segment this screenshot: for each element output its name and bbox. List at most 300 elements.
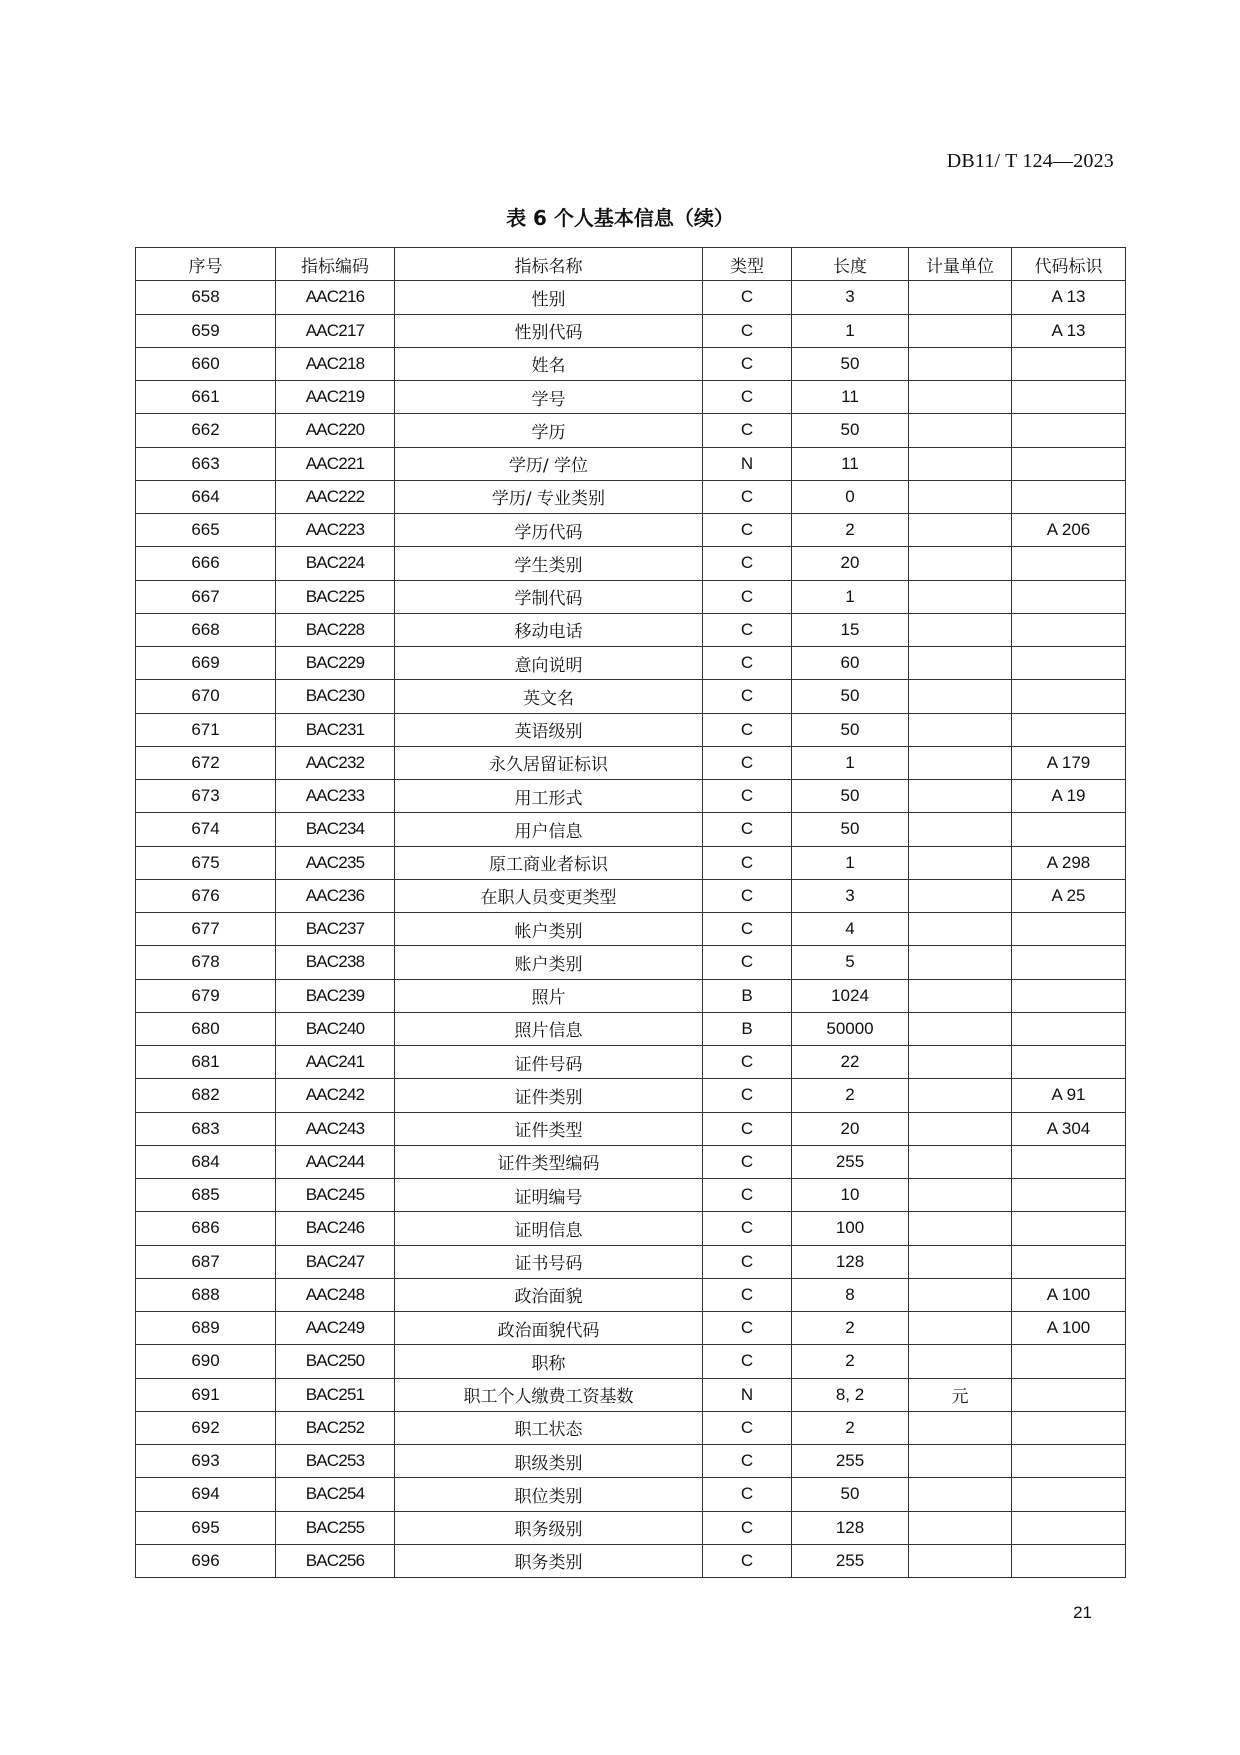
length-cell: 1 — [792, 580, 909, 613]
type-cell: C — [703, 381, 792, 414]
name-cell: 移动电话 — [395, 613, 703, 646]
code-cell: BAC225 — [276, 580, 395, 613]
name-cell: 学历代码 — [395, 514, 703, 547]
code-cell: BAC234 — [276, 813, 395, 846]
table-body — [136, 281, 1126, 1578]
seq-cell: 673 — [136, 780, 276, 813]
code-cell: AAC243 — [276, 1112, 395, 1145]
code-id-cell — [1012, 647, 1126, 680]
unit-cell — [909, 1345, 1012, 1378]
table-row — [136, 547, 1126, 580]
seq-cell: 666 — [136, 547, 276, 580]
code-cell: BAC251 — [276, 1378, 395, 1411]
code-cell: BAC229 — [276, 647, 395, 680]
code-id-cell: A 91 — [1012, 1079, 1126, 1112]
type-cell: C — [703, 647, 792, 680]
name-cell: 职工个人缴费工资基数 — [395, 1378, 703, 1411]
unit-cell — [909, 1511, 1012, 1544]
type-cell: C — [703, 713, 792, 746]
unit-cell — [909, 1245, 1012, 1278]
code-id-cell — [1012, 1478, 1126, 1511]
length-cell: 8, 2 — [792, 1378, 909, 1411]
code-id-cell — [1012, 813, 1126, 846]
code-id-cell — [1012, 480, 1126, 513]
length-cell: 2 — [792, 1345, 909, 1378]
unit-cell — [909, 1145, 1012, 1178]
unit-cell — [909, 314, 1012, 347]
seq-cell: 691 — [136, 1378, 276, 1411]
table-row — [136, 813, 1126, 846]
seq-cell: 692 — [136, 1411, 276, 1444]
unit-cell — [909, 414, 1012, 447]
seq-cell: 678 — [136, 946, 276, 979]
name-cell: 职级类别 — [395, 1445, 703, 1478]
length-cell: 20 — [792, 547, 909, 580]
code-id-cell: A 179 — [1012, 746, 1126, 779]
seq-cell: 694 — [136, 1478, 276, 1511]
table-row — [136, 1312, 1126, 1345]
column-header-code-id: 代码标识 — [1012, 248, 1126, 281]
length-cell: 3 — [792, 879, 909, 912]
type-cell: C — [703, 314, 792, 347]
type-cell: C — [703, 480, 792, 513]
code-cell: AAC232 — [276, 746, 395, 779]
unit-cell — [909, 1079, 1012, 1112]
code-id-cell: A 19 — [1012, 780, 1126, 813]
table-row — [136, 647, 1126, 680]
type-cell: B — [703, 1012, 792, 1045]
seq-cell: 696 — [136, 1544, 276, 1577]
unit-cell — [909, 281, 1012, 314]
unit-cell — [909, 1278, 1012, 1311]
code-id-cell — [1012, 713, 1126, 746]
code-cell: AAC248 — [276, 1278, 395, 1311]
type-cell: C — [703, 580, 792, 613]
code-id-cell: A 206 — [1012, 514, 1126, 547]
length-cell: 10 — [792, 1179, 909, 1212]
type-cell: C — [703, 780, 792, 813]
seq-cell: 665 — [136, 514, 276, 547]
code-cell: AAC233 — [276, 780, 395, 813]
column-header-name: 指标名称 — [395, 248, 703, 281]
length-cell: 50 — [792, 347, 909, 380]
unit-cell — [909, 1012, 1012, 1045]
name-cell: 证件类型 — [395, 1112, 703, 1145]
length-cell: 1 — [792, 746, 909, 779]
table-row — [136, 1079, 1126, 1112]
type-cell: C — [703, 1145, 792, 1178]
code-id-cell — [1012, 1179, 1126, 1212]
code-id-cell — [1012, 547, 1126, 580]
unit-cell — [909, 780, 1012, 813]
name-cell: 学制代码 — [395, 580, 703, 613]
code-cell: BAC230 — [276, 680, 395, 713]
length-cell: 15 — [792, 613, 909, 646]
code-cell: AAC220 — [276, 414, 395, 447]
code-cell: AAC235 — [276, 846, 395, 879]
unit-cell — [909, 580, 1012, 613]
name-cell: 性别代码 — [395, 314, 703, 347]
table-row — [136, 1478, 1126, 1511]
code-cell: AAC244 — [276, 1145, 395, 1178]
code-id-cell: A 100 — [1012, 1278, 1126, 1311]
document-code: DB11/ T 124—2023 — [946, 150, 1114, 172]
seq-cell: 687 — [136, 1245, 276, 1278]
unit-cell — [909, 946, 1012, 979]
table-row — [136, 946, 1126, 979]
length-cell: 22 — [792, 1046, 909, 1079]
code-id-cell — [1012, 680, 1126, 713]
code-cell: AAC219 — [276, 381, 395, 414]
name-cell: 证明编号 — [395, 1179, 703, 1212]
unit-cell — [909, 879, 1012, 912]
type-cell: C — [703, 1312, 792, 1345]
code-cell: BAC237 — [276, 913, 395, 946]
table-row — [136, 879, 1126, 912]
type-cell: C — [703, 1046, 792, 1079]
seq-cell: 681 — [136, 1046, 276, 1079]
code-id-cell — [1012, 414, 1126, 447]
unit-cell — [909, 1046, 1012, 1079]
unit-cell — [909, 846, 1012, 879]
length-cell: 0 — [792, 480, 909, 513]
length-cell: 2 — [792, 1079, 909, 1112]
type-cell: C — [703, 879, 792, 912]
type-cell: C — [703, 1278, 792, 1311]
code-cell: BAC240 — [276, 1012, 395, 1045]
seq-cell: 659 — [136, 314, 276, 347]
code-id-cell — [1012, 1544, 1126, 1577]
name-cell: 照片 — [395, 979, 703, 1012]
type-cell: C — [703, 281, 792, 314]
code-cell: BAC252 — [276, 1411, 395, 1444]
type-cell: C — [703, 1511, 792, 1544]
unit-cell — [909, 1478, 1012, 1511]
code-cell: AAC236 — [276, 879, 395, 912]
seq-cell: 671 — [136, 713, 276, 746]
table-row — [136, 1445, 1126, 1478]
unit-cell — [909, 680, 1012, 713]
type-cell: C — [703, 913, 792, 946]
seq-cell: 668 — [136, 613, 276, 646]
name-cell: 意向说明 — [395, 647, 703, 680]
type-cell: C — [703, 946, 792, 979]
type-cell: C — [703, 414, 792, 447]
seq-cell: 663 — [136, 447, 276, 480]
seq-cell: 686 — [136, 1212, 276, 1245]
type-cell: C — [703, 1112, 792, 1145]
table-row — [136, 1411, 1126, 1444]
name-cell: 照片信息 — [395, 1012, 703, 1045]
unit-cell — [909, 613, 1012, 646]
table-row — [136, 1046, 1126, 1079]
type-cell: C — [703, 547, 792, 580]
code-cell: BAC238 — [276, 946, 395, 979]
type-cell: C — [703, 1212, 792, 1245]
length-cell: 50 — [792, 713, 909, 746]
table-row — [136, 447, 1126, 480]
table-row — [136, 347, 1126, 380]
code-id-cell — [1012, 447, 1126, 480]
table-row — [136, 414, 1126, 447]
length-cell: 255 — [792, 1145, 909, 1178]
code-id-cell — [1012, 580, 1126, 613]
code-id-cell — [1012, 979, 1126, 1012]
length-cell: 11 — [792, 447, 909, 480]
seq-cell: 662 — [136, 414, 276, 447]
unit-cell — [909, 514, 1012, 547]
type-cell: C — [703, 746, 792, 779]
code-id-cell — [1012, 1411, 1126, 1444]
seq-cell: 685 — [136, 1179, 276, 1212]
code-cell: BAC256 — [276, 1544, 395, 1577]
name-cell: 政治面貌 — [395, 1278, 703, 1311]
code-id-cell: A 304 — [1012, 1112, 1126, 1145]
code-cell: BAC255 — [276, 1511, 395, 1544]
length-cell: 128 — [792, 1511, 909, 1544]
type-cell: C — [703, 1544, 792, 1577]
name-cell: 英语级别 — [395, 713, 703, 746]
type-cell: C — [703, 813, 792, 846]
code-cell: BAC245 — [276, 1179, 395, 1212]
seq-cell: 689 — [136, 1312, 276, 1345]
unit-cell — [909, 347, 1012, 380]
name-cell: 职称 — [395, 1345, 703, 1378]
seq-cell: 695 — [136, 1511, 276, 1544]
name-cell: 原工商业者标识 — [395, 846, 703, 879]
table-row — [136, 613, 1126, 646]
name-cell: 学号 — [395, 381, 703, 414]
length-cell: 50 — [792, 813, 909, 846]
code-id-cell: A 298 — [1012, 846, 1126, 879]
length-cell: 2 — [792, 1312, 909, 1345]
code-cell: AAC216 — [276, 281, 395, 314]
column-header-type: 类型 — [703, 248, 792, 281]
type-cell: C — [703, 1079, 792, 1112]
table-row — [136, 1345, 1126, 1378]
type-cell: C — [703, 347, 792, 380]
seq-cell: 682 — [136, 1079, 276, 1112]
length-cell: 11 — [792, 381, 909, 414]
code-cell: BAC246 — [276, 1212, 395, 1245]
table-row — [136, 1278, 1126, 1311]
table-row — [136, 1112, 1126, 1145]
name-cell: 学历/ 学位 — [395, 447, 703, 480]
unit-cell — [909, 1445, 1012, 1478]
type-cell: C — [703, 1345, 792, 1378]
unit-cell — [909, 813, 1012, 846]
type-cell: C — [703, 1445, 792, 1478]
code-id-cell — [1012, 347, 1126, 380]
seq-cell: 675 — [136, 846, 276, 879]
name-cell: 永久居留证标识 — [395, 746, 703, 779]
page-number: 21 — [1073, 1603, 1092, 1622]
seq-cell: 679 — [136, 979, 276, 1012]
length-cell: 50 — [792, 414, 909, 447]
unit-cell — [909, 381, 1012, 414]
length-cell: 128 — [792, 1245, 909, 1278]
seq-cell: 661 — [136, 381, 276, 414]
unit-cell — [909, 1312, 1012, 1345]
code-id-cell — [1012, 1511, 1126, 1544]
name-cell: 账户类别 — [395, 946, 703, 979]
column-header-unit: 计量单位 — [909, 248, 1012, 281]
unit-cell — [909, 713, 1012, 746]
type-cell: B — [703, 979, 792, 1012]
code-id-cell — [1012, 1378, 1126, 1411]
code-id-cell — [1012, 1012, 1126, 1045]
name-cell: 在职人员变更类型 — [395, 879, 703, 912]
unit-cell — [909, 913, 1012, 946]
type-cell: C — [703, 680, 792, 713]
name-cell: 职位类别 — [395, 1478, 703, 1511]
name-cell: 用户信息 — [395, 813, 703, 846]
code-cell: BAC250 — [276, 1345, 395, 1378]
seq-cell: 688 — [136, 1278, 276, 1311]
table-title: 表 6 个人基本信息（续） — [506, 206, 734, 230]
length-cell: 50 — [792, 680, 909, 713]
length-cell: 1 — [792, 846, 909, 879]
unit-cell — [909, 1544, 1012, 1577]
name-cell: 学历 — [395, 414, 703, 447]
data-table — [135, 247, 1126, 1578]
column-header-code: 指标编码 — [276, 248, 395, 281]
length-cell: 50 — [792, 780, 909, 813]
code-id-cell — [1012, 1212, 1126, 1245]
seq-cell: 672 — [136, 746, 276, 779]
column-header-seq: 序号 — [136, 248, 276, 281]
name-cell: 证件类型编码 — [395, 1145, 703, 1178]
type-cell: C — [703, 613, 792, 646]
seq-cell: 674 — [136, 813, 276, 846]
code-cell: BAC228 — [276, 613, 395, 646]
table-row — [136, 1245, 1126, 1278]
name-cell: 证书号码 — [395, 1245, 703, 1278]
table-row — [136, 1212, 1126, 1245]
code-id-cell: A 13 — [1012, 281, 1126, 314]
type-cell: C — [703, 846, 792, 879]
table-row — [136, 713, 1126, 746]
seq-cell: 670 — [136, 680, 276, 713]
code-id-cell — [1012, 613, 1126, 646]
table-row — [136, 381, 1126, 414]
seq-cell: 683 — [136, 1112, 276, 1145]
code-id-cell — [1012, 381, 1126, 414]
length-cell: 3 — [792, 281, 909, 314]
code-id-cell: A 100 — [1012, 1312, 1126, 1345]
name-cell: 学历/ 专业类别 — [395, 480, 703, 513]
length-cell: 255 — [792, 1544, 909, 1577]
table-row — [136, 314, 1126, 347]
code-id-cell — [1012, 1245, 1126, 1278]
table-row — [136, 1145, 1126, 1178]
length-cell: 255 — [792, 1445, 909, 1478]
length-cell: 60 — [792, 647, 909, 680]
type-cell: N — [703, 1378, 792, 1411]
table-row — [136, 281, 1126, 314]
table-row — [136, 514, 1126, 547]
table-row — [136, 1378, 1126, 1411]
code-id-cell: A 25 — [1012, 879, 1126, 912]
seq-cell: 684 — [136, 1145, 276, 1178]
unit-cell — [909, 447, 1012, 480]
code-id-cell — [1012, 1345, 1126, 1378]
code-cell: AAC242 — [276, 1079, 395, 1112]
seq-cell: 677 — [136, 913, 276, 946]
length-cell: 50 — [792, 1478, 909, 1511]
code-cell: AAC222 — [276, 480, 395, 513]
name-cell: 姓名 — [395, 347, 703, 380]
unit-cell — [909, 647, 1012, 680]
code-id-cell — [1012, 913, 1126, 946]
name-cell: 帐户类别 — [395, 913, 703, 946]
type-cell: C — [703, 514, 792, 547]
code-cell: AAC217 — [276, 314, 395, 347]
code-cell: AAC249 — [276, 1312, 395, 1345]
length-cell: 1024 — [792, 979, 909, 1012]
code-id-cell — [1012, 1445, 1126, 1478]
name-cell: 证件号码 — [395, 1046, 703, 1079]
length-cell: 20 — [792, 1112, 909, 1145]
code-cell: AAC223 — [276, 514, 395, 547]
seq-cell: 658 — [136, 281, 276, 314]
unit-cell — [909, 1212, 1012, 1245]
type-cell: N — [703, 447, 792, 480]
name-cell: 用工形式 — [395, 780, 703, 813]
code-cell: AAC221 — [276, 447, 395, 480]
seq-cell: 667 — [136, 580, 276, 613]
table-row — [136, 846, 1126, 879]
unit-cell — [909, 480, 1012, 513]
name-cell: 学生类别 — [395, 547, 703, 580]
length-cell: 100 — [792, 1212, 909, 1245]
code-id-cell — [1012, 1145, 1126, 1178]
seq-cell: 660 — [136, 347, 276, 380]
unit-cell: 元 — [909, 1378, 1012, 1411]
type-cell: C — [703, 1245, 792, 1278]
seq-cell: 693 — [136, 1445, 276, 1478]
name-cell: 职工状态 — [395, 1411, 703, 1444]
length-cell: 8 — [792, 1278, 909, 1311]
unit-cell — [909, 746, 1012, 779]
seq-cell: 676 — [136, 879, 276, 912]
length-cell: 2 — [792, 514, 909, 547]
length-cell: 4 — [792, 913, 909, 946]
type-cell: C — [703, 1179, 792, 1212]
name-cell: 证明信息 — [395, 1212, 703, 1245]
length-cell: 50000 — [792, 1012, 909, 1045]
table-row — [136, 1179, 1126, 1212]
code-cell: AAC241 — [276, 1046, 395, 1079]
unit-cell — [909, 1112, 1012, 1145]
code-id-cell — [1012, 1046, 1126, 1079]
unit-cell — [909, 979, 1012, 1012]
name-cell: 职务类别 — [395, 1544, 703, 1577]
type-cell: C — [703, 1478, 792, 1511]
table-row — [136, 1511, 1126, 1544]
table-row — [136, 746, 1126, 779]
code-cell: BAC253 — [276, 1445, 395, 1478]
seq-cell: 690 — [136, 1345, 276, 1378]
unit-cell — [909, 547, 1012, 580]
table-row — [136, 913, 1126, 946]
table-row — [136, 780, 1126, 813]
table-row — [136, 979, 1126, 1012]
length-cell: 2 — [792, 1411, 909, 1444]
type-cell: C — [703, 1411, 792, 1444]
length-cell: 1 — [792, 314, 909, 347]
table-header-row — [136, 248, 1126, 281]
